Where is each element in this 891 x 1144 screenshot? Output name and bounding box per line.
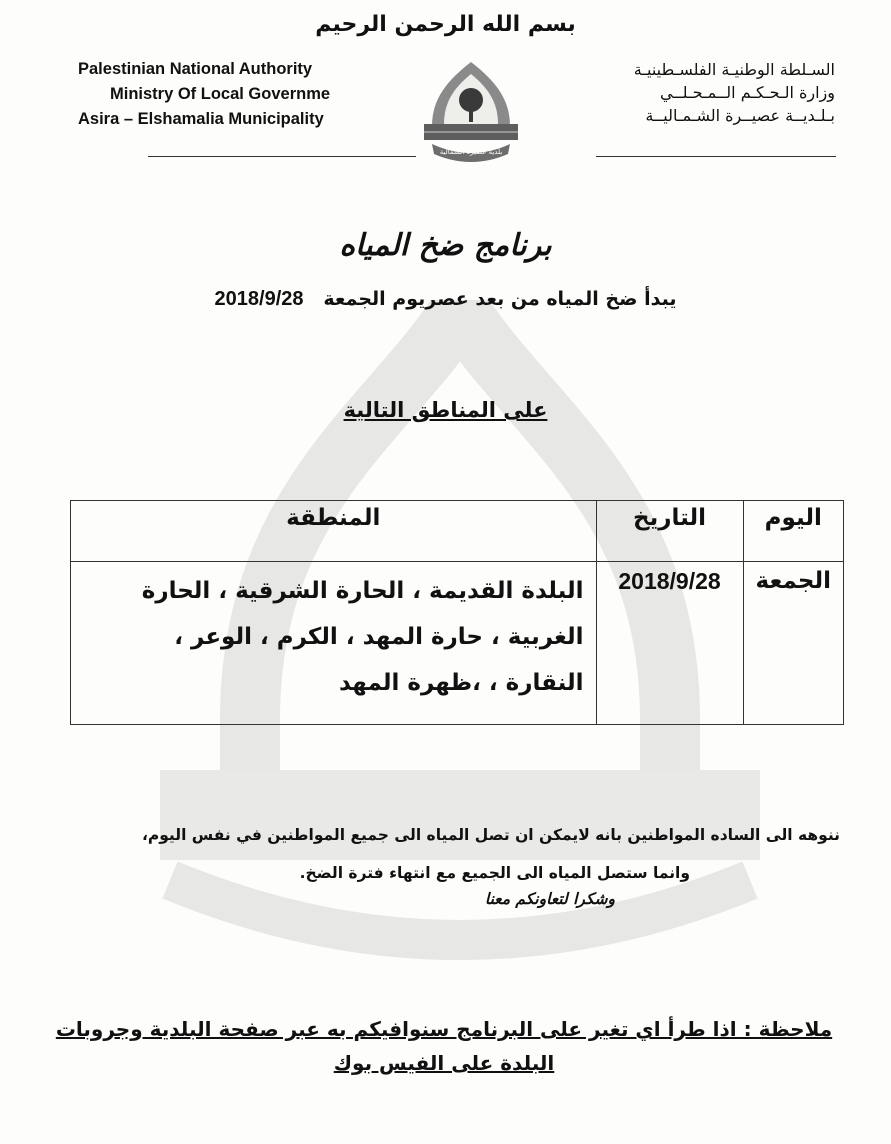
header-area: المنطقة xyxy=(71,501,597,562)
table-header-row xyxy=(71,501,844,562)
remark-line2: البلدة على الفيس بوك xyxy=(333,1051,555,1075)
notice xyxy=(40,822,840,912)
header-english xyxy=(78,57,330,132)
cell-day: الجمعة xyxy=(743,562,843,725)
subtitle xyxy=(0,288,891,311)
schedule-table xyxy=(70,500,844,725)
header-ar-line3: بـلـديــة عصيــرة الشـمـاليــة xyxy=(645,106,835,125)
areas-heading xyxy=(0,398,891,422)
header-rule-right xyxy=(596,156,836,157)
logo-text: بلدية عصيرة الشمالية xyxy=(439,148,503,156)
table-row xyxy=(71,562,844,725)
remark-line1: ملاحظة : اذا طرأ اي تغير على البرنامج سنوافيكم به عبر صفحة البلدية وجروبات xyxy=(55,1017,833,1041)
page-title: برنامج ضخ المياه xyxy=(339,228,552,263)
header-day: اليوم xyxy=(743,501,843,562)
header-rule-left xyxy=(148,156,416,157)
header-ar-line1: السـلطة الوطنيـة الفلسـطينيـة xyxy=(633,60,835,79)
area-line3: النقارة ، ،ظهرة المهد xyxy=(338,670,584,696)
header-en-line1: Palestinian National Authority xyxy=(78,60,313,78)
cell-area xyxy=(71,562,597,725)
header-date: التاريخ xyxy=(596,501,743,562)
area-line2: الغربية ، حارة المهد ، الكرم ، الوعر ، xyxy=(174,624,584,650)
cell-date: 2018/9/28 xyxy=(596,562,743,725)
remark xyxy=(40,1012,848,1080)
area-line1: البلدة القديمة ، الحارة الشرقية ، الحارة xyxy=(141,578,584,604)
notice-thanks: وشكرا لتعاونكم معنا xyxy=(484,890,615,908)
header-en-line3: Asira – Elshamalia Municipality xyxy=(78,110,324,128)
areas-heading-text: على المناطق التالية xyxy=(343,398,548,422)
header-arabic xyxy=(634,58,835,127)
notice-line2: وانما ستصل المياه الى الجميع مع انتهاء فترة الضخ. xyxy=(299,864,690,882)
subtitle-date: 2018/9/28 xyxy=(214,288,304,310)
basmala: بسم الله الرحمن الرحيم xyxy=(315,12,576,37)
notice-line1: ننوهه الى الساده المواطنين بانه لايمكن ان تصل المياه الى جميع المواطنين في نفس اليوم، xyxy=(141,826,840,844)
header-en-line2: Ministry Of Local Governme xyxy=(110,85,331,103)
header-ar-line2: وزارة الـحـكـم الــمـحـلــي xyxy=(659,83,835,102)
subtitle-text: يبدأ ضخ المياه من بعد عصريوم الجمعة xyxy=(323,288,677,310)
